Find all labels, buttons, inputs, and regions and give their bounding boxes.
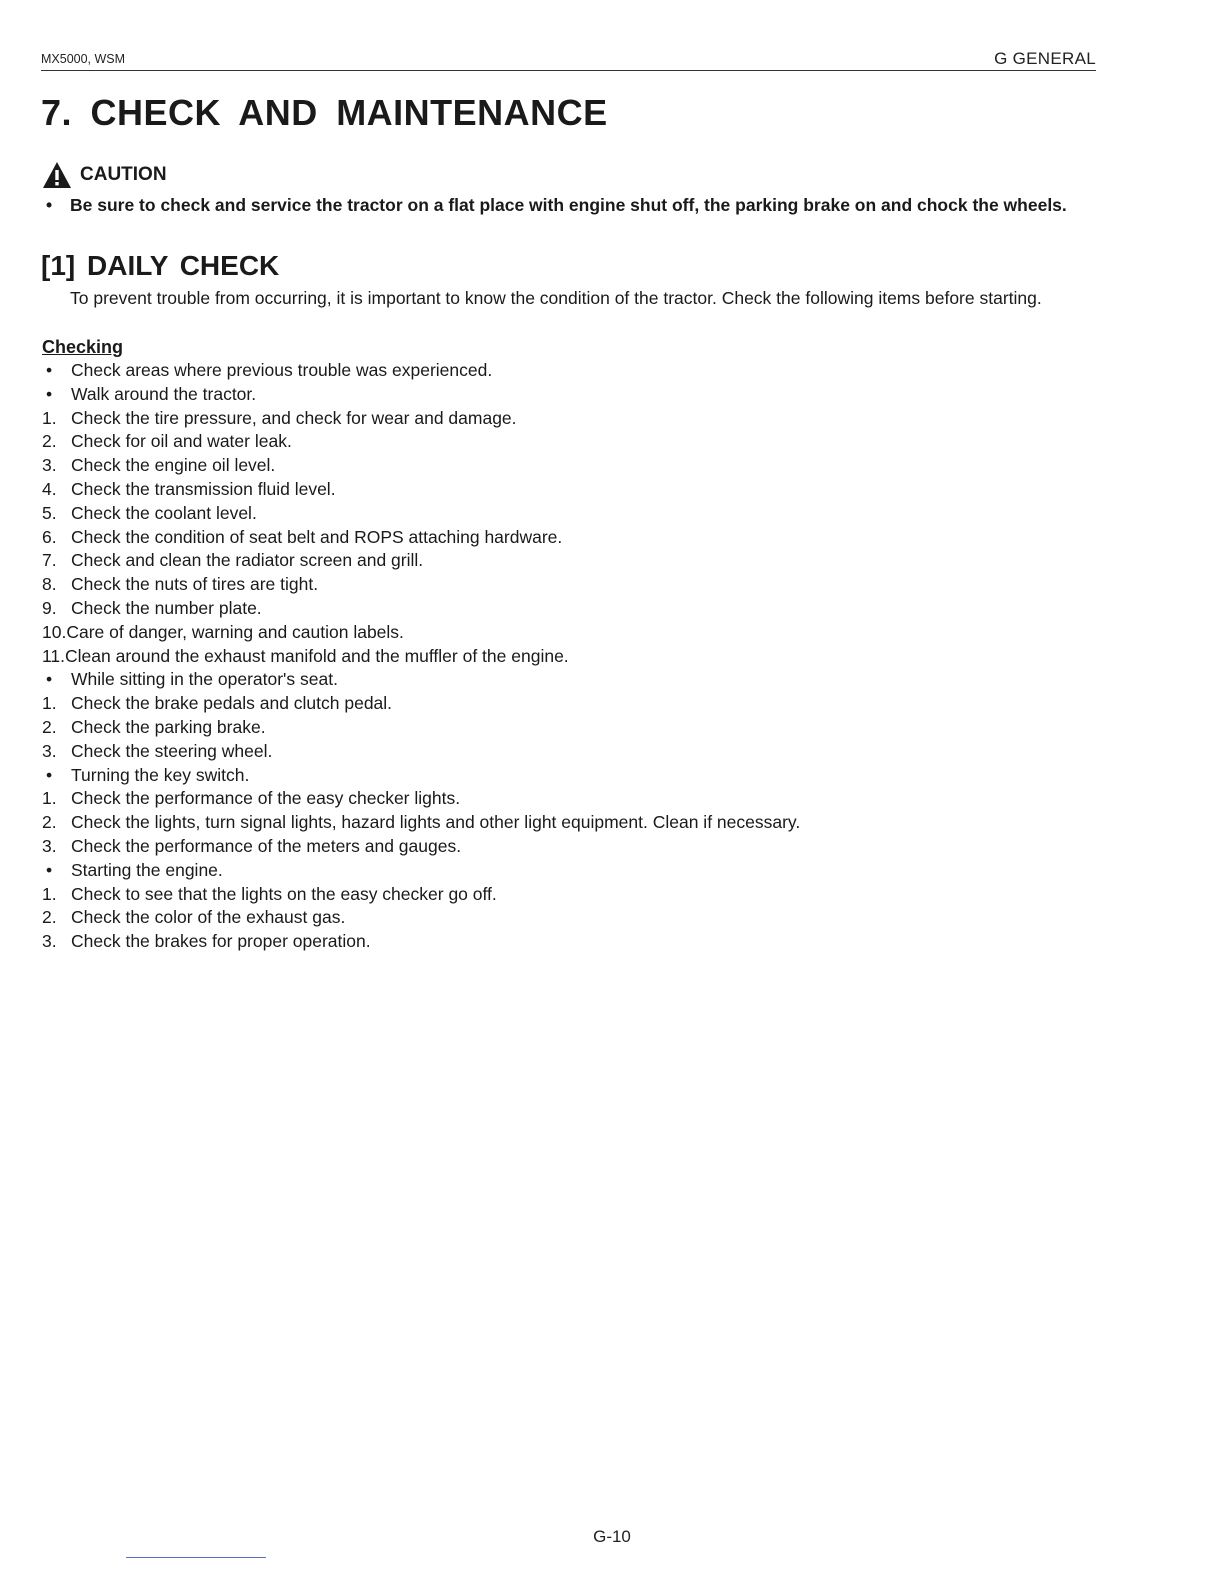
list-marker: 1. [42,788,57,809]
list-item [42,502,1102,526]
list-item [42,573,1102,597]
list-item [42,740,1102,764]
list-item-text: Starting the engine. [71,859,223,880]
list-marker: 5. [42,502,57,523]
list-item-text: Check the performance of the easy checker lights. [71,788,461,809]
list-item [42,692,1102,716]
intro-paragraph: To prevent trouble from occurring, it is important to know the condition of the tractor. Check the following items before starting. [70,288,1042,308]
list-item [42,764,1102,788]
list-item [42,668,1102,692]
list-marker: • [46,383,53,404]
section-title: [1] DAILY CHECK [41,250,280,281]
page-title: 7. CHECK AND MAINTENANCE [41,92,608,133]
list-item-text: Check the color of the exhaust gas. [71,907,346,928]
caution-text-container [42,193,1102,218]
list-marker: • [46,669,53,690]
list-item-text: Clean around the exhaust manifold and the muffler of the engine. [65,645,569,666]
list-item [42,859,1102,883]
list-marker: 10. [42,621,67,642]
list-item-text: Check to see that the lights on the easy checker go off. [71,883,497,904]
list-item-text: Check the nuts of tires are tight. [71,574,319,595]
list-marker: 11. [42,645,66,666]
list-item [42,883,1102,907]
list-marker: 1. [42,407,57,428]
caution-heading [42,160,1102,190]
list-marker: 3. [42,740,57,761]
daily-check-list [42,359,1102,954]
list-item [42,787,1102,811]
list-item [42,359,1102,383]
list-marker: • [46,360,53,380]
list-marker: 2. [42,907,57,928]
list-item-text: Check the condition of seat belt and ROPS attaching hardware. [71,526,563,547]
list-item [42,597,1102,621]
list-item [42,549,1102,573]
list-item-text: Care of danger, warning and caution labels. [66,621,404,642]
list-item [42,645,1102,669]
footer-rule [126,1557,266,1558]
page-header [41,48,1096,71]
list-marker: • [46,764,53,785]
list-item [42,835,1102,859]
list-item-text: Check the lights, turn signal lights, hazard lights and other light equipment. Clean if necessary. [71,812,801,833]
list-marker: 2. [42,431,57,452]
list-item [42,383,1102,407]
chapter-label: G GENERAL [994,49,1096,68]
page-number: G-10 [593,1527,631,1546]
list-item-text: Check the performance of the meters and gauges. [71,835,462,856]
caution-box [42,160,1102,218]
list-item-text: Walk around the tractor. [71,383,257,404]
list-marker: 6. [42,526,57,547]
caution-bullet: • [46,195,53,215]
document-id: MX5000, WSM [41,52,126,66]
caution-label: CAUTION [80,164,167,185]
list-marker: 1. [42,883,57,904]
list-item-text: Check areas where previous trouble was experienced. [71,360,493,380]
list-marker: 2. [42,812,57,833]
list-item-text: Check the steering wheel. [71,740,273,761]
checking-subheading: Checking [42,337,124,357]
list-item-text: While sitting in the operator's seat. [71,669,338,690]
list-marker: 3. [42,931,57,952]
list-item-text: Check the brake pedals and clutch pedal. [71,693,393,714]
list-item [42,454,1102,478]
warning-triangle-icon [42,161,72,189]
list-item [42,478,1102,502]
list-marker: 8. [42,574,57,595]
list-item-text: Check and clean the radiator screen and grill. [71,550,424,571]
list-item [42,930,1102,954]
list-marker: 7. [42,550,57,571]
list-item-text: Check for oil and water leak. [71,431,292,452]
list-item [42,621,1102,645]
list-marker: 2. [42,716,57,737]
list-item-text: Check the coolant level. [71,502,257,523]
list-item-text: Check the parking brake. [71,716,266,737]
list-item [42,906,1102,930]
list-item-text: Check the number plate. [71,597,262,618]
list-item-text: Check the transmission fluid level. [71,478,336,499]
list-marker: 1. [42,693,57,714]
list-item [42,407,1102,431]
list-item-text: Check the tire pressure, and check for wear and damage. [71,407,517,428]
list-item [42,430,1102,454]
list-item [42,526,1102,550]
list-item-text: Check the engine oil level. [71,455,276,476]
list-marker: 4. [42,478,57,499]
list-item-text: Check the brakes for proper operation. [71,931,371,952]
list-marker: • [46,859,53,880]
list-marker: 3. [42,455,57,476]
list-marker: 3. [42,835,57,856]
list-item [42,716,1102,740]
list-marker: 9. [42,597,57,618]
list-item [42,811,1102,835]
caution-text: Be sure to check and service the tractor on a flat place with engine shut off, the parking brake on and chock the wheels. [70,195,1067,215]
list-item-text: Turning the key switch. [71,764,250,785]
